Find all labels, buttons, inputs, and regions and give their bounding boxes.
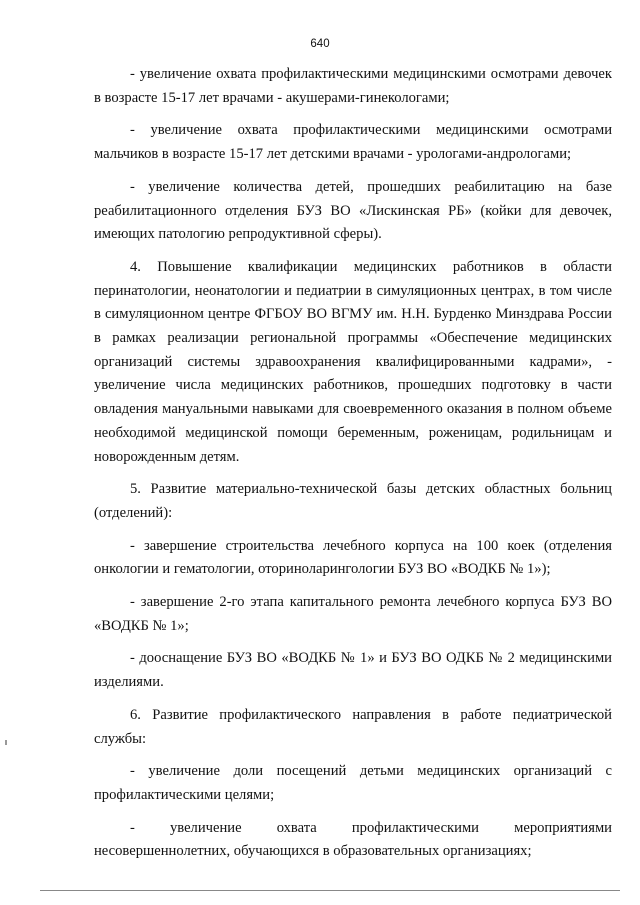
- paragraph-qualification: 4. Повышение квалификации медицинских работников в области перинатологии, неонатологии и педиатрии в симуляционных центрах, в том числе в симуляционном центре ФГБОУ ВО ВГМУ им. Н.Н. Бурденко Минздрава России в рамках реализации региональной программы «Обеспечение медицинских организаций системы здравоохранения квалифицированными кадрами», - увеличение числа медицинских работников, прошедших подготовку в части овладения мануальными навыками для своевременного оказания в полном объеме необходимой медицинской помощи беременным, роженицам, родильницам и новорожденным детям.: [94, 258, 612, 465]
- paragraph-equipment: - дооснащение БУЗ ВО «ВОДКБ № 1» и БУЗ ВО ОДКБ № 2 медицинскими изделиями.: [94, 650, 612, 691]
- paragraph-school-coverage: - увеличение охвата профилактическими мероприятиями несовершеннолетних, обучающихся в образовательных организациях;: [94, 819, 612, 860]
- paragraph-preventive-visits: - увеличение доли посещений детьми медицинских организаций с профилактическими целями;: [94, 763, 612, 803]
- bottom-rule-line: [40, 890, 620, 891]
- paragraph-material-base: 5. Развитие материально-технической базы детских областных больниц (отделений):: [94, 481, 612, 521]
- paragraph-rehabilitation: - увеличение количества детей, прошедших реабилитацию на базе реабилитационного отделения БУЗ ВО «Лискинская РБ» (койки для девочек, имеющих патологию репродуктивной сферы).: [94, 178, 612, 243]
- paragraph-construction: - завершение строительства лечебного корпуса на 100 коек (отделения онкологии и гематологии, оториноларингологии БУЗ ВО «ВОДКБ № 1»);: [94, 537, 612, 578]
- paragraph-renovation: - завершение 2-го этапа капитального ремонта лечебного корпуса БУЗ ВО «ВОДКБ № 1»;: [94, 594, 612, 634]
- paragraph-prevention: 6. Развитие профилактического направления в работе педиатрической службы:: [94, 706, 612, 747]
- scan-artifact-mark: [5, 740, 7, 745]
- document-body: [94, 63, 612, 873]
- paragraph-boys-checkups: - увеличение охвата профилактическими медицинскими осмотрами мальчиков в возрасте 15-17 лет детскими врачами - урологами-андрологами;: [94, 122, 612, 163]
- page-number: 640: [310, 38, 330, 50]
- paragraph-girls-checkups: - увеличение охвата профилактическими медицинскими осмотрами девочек в возрасте 15-17 лет врачами - акушерами-гинекологами;: [94, 66, 612, 106]
